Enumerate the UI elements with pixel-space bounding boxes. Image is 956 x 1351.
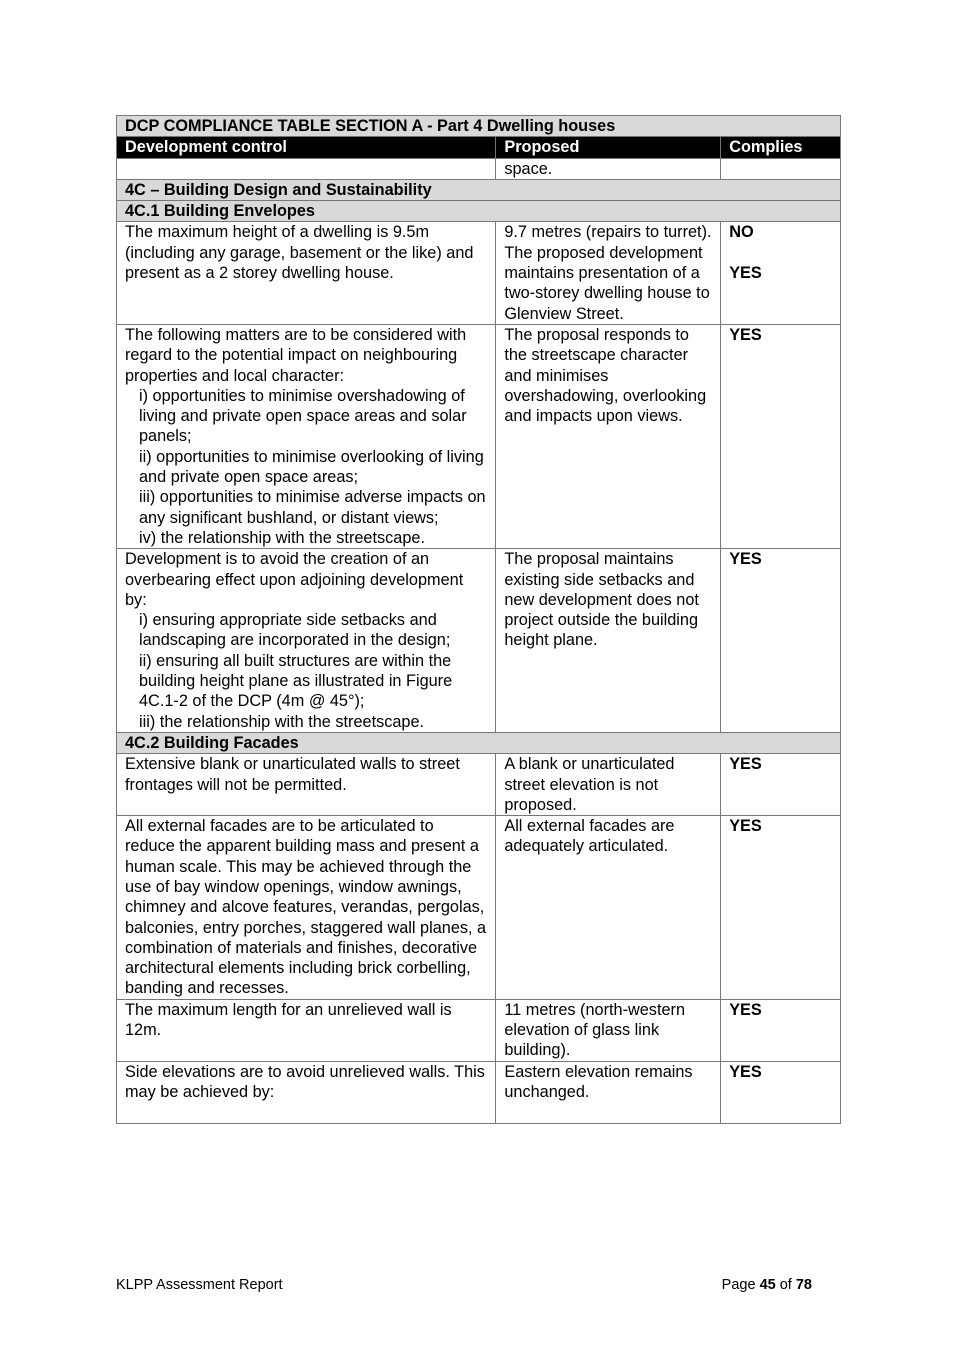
footer-report-title: KLPP Assessment Report: [116, 1277, 283, 1293]
page-prefix: Page: [721, 1277, 756, 1293]
section-row: [117, 179, 841, 200]
list-item: iii) the relationship with the streetscape.: [139, 712, 425, 731]
proposed-cell: The proposal maintains existing side setbacks and new development does not project outside the building height plane.: [496, 549, 721, 733]
table-title: DCP COMPLIANCE TABLE SECTION A - Part 4 Dwelling houses: [117, 116, 841, 137]
control-cell: All external facades are to be articulated to reduce the apparent building mass and present a human scale. This may be achieved through the use of bay window openings, window awnings, chimney and alcove features, verandas, pergolas, balconies, entry porches, staggered wall planes, a combination of materials and finishes, decorative architectural elements including brick corbelling, banding and recesses.: [117, 816, 496, 1000]
control-cell: The maximum height of a dwelling is 9.5m (including any garage, basement or the like) and present as a 2 storey dwelling house.: [117, 222, 496, 324]
complies-cell: YES: [721, 549, 841, 733]
control-text: Development is to avoid the creation of an overbearing effect upon adjoining development by:: [125, 550, 464, 609]
dcp-compliance-table: [116, 115, 841, 1124]
table-row: [117, 158, 841, 179]
proposed-cell: Eastern elevation remains unchanged.: [496, 1061, 721, 1123]
table-row: [117, 549, 841, 733]
list-item: iii) opportunities to minimise adverse impacts on any significant bushland, or distant views;: [139, 488, 486, 527]
table-row: [117, 754, 841, 816]
complies-value: NO: [729, 223, 754, 242]
list-item: i) ensuring appropriate side setbacks and landscaping are incorporated in the design;: [139, 611, 451, 650]
carryover-text: space.: [496, 158, 721, 179]
control-text: The following matters are to be considered with regard to the potential impact on neighbouring properties and local character:: [125, 325, 467, 385]
header-proposed: Proposed: [496, 137, 721, 158]
proposed-cell: All external facades are adequately articulated.: [496, 816, 721, 1000]
control-cell: [117, 549, 496, 733]
header-development-control: Development control: [117, 137, 496, 158]
complies-cell: YES: [721, 754, 841, 816]
footer-page-number: [722, 1277, 812, 1293]
table-title-row: [117, 116, 841, 137]
control-cell: Extensive blank or unarticulated walls to street frontages will not be permitted.: [117, 754, 496, 816]
page-total: 78: [795, 1277, 812, 1293]
complies-value: YES: [729, 263, 762, 282]
table-row: [117, 999, 841, 1061]
table-row: [117, 1061, 841, 1123]
complies-cell: YES: [721, 999, 841, 1061]
proposed-cell: A blank or unarticulated street elevation is not proposed.: [496, 754, 721, 816]
table-row: [117, 324, 841, 548]
list-item: ii) ensuring all built structures are within the building height plane as illustrated in Figure 4C.1-2 of the DCP (4m @ 45°);: [139, 651, 453, 711]
control-cell: The maximum length for an unrelieved wall is 12m.: [117, 999, 496, 1061]
table-header-row: [117, 137, 841, 158]
complies-cell: [721, 222, 841, 324]
page-of: of: [779, 1277, 792, 1293]
proposed-text: The proposed development maintains presentation of a two-storey dwelling house to Glenview Street.: [504, 243, 710, 323]
complies-cell: YES: [721, 816, 841, 1000]
table-row: [117, 816, 841, 1000]
complies-cell: YES: [721, 1061, 841, 1123]
section-heading-4c: 4C – Building Design and Sustainability: [117, 179, 841, 200]
table-row: [117, 222, 841, 324]
list-item: ii) opportunities to minimise overlooking of living and private open space areas;: [139, 447, 484, 487]
control-cell: [117, 324, 496, 548]
proposed-cell: [496, 222, 721, 324]
section-row: [117, 201, 841, 222]
proposed-text: 9.7 metres (repairs to turret).: [504, 223, 712, 242]
proposed-cell: 11 metres (north-western elevation of glass link building).: [496, 999, 721, 1061]
page-current: 45: [759, 1277, 776, 1293]
proposed-cell: The proposal responds to the streetscape character and minimises overshadowing, overlooking and impacts upon views.: [496, 324, 721, 548]
list-item: iv) the relationship with the streetscape.: [139, 528, 425, 547]
header-complies: Complies: [721, 137, 841, 158]
section-heading-4c2: 4C.2 Building Facades: [117, 732, 841, 753]
list-item: i) opportunities to minimise overshadowing of living and private open space areas and solar panels;: [139, 386, 467, 446]
section-row: [117, 732, 841, 753]
complies-cell: YES: [721, 324, 841, 548]
control-cell: Side elevations are to avoid unrelieved walls. This may be achieved by:: [117, 1061, 496, 1123]
section-heading-4c1: 4C.1 Building Envelopes: [117, 201, 841, 222]
